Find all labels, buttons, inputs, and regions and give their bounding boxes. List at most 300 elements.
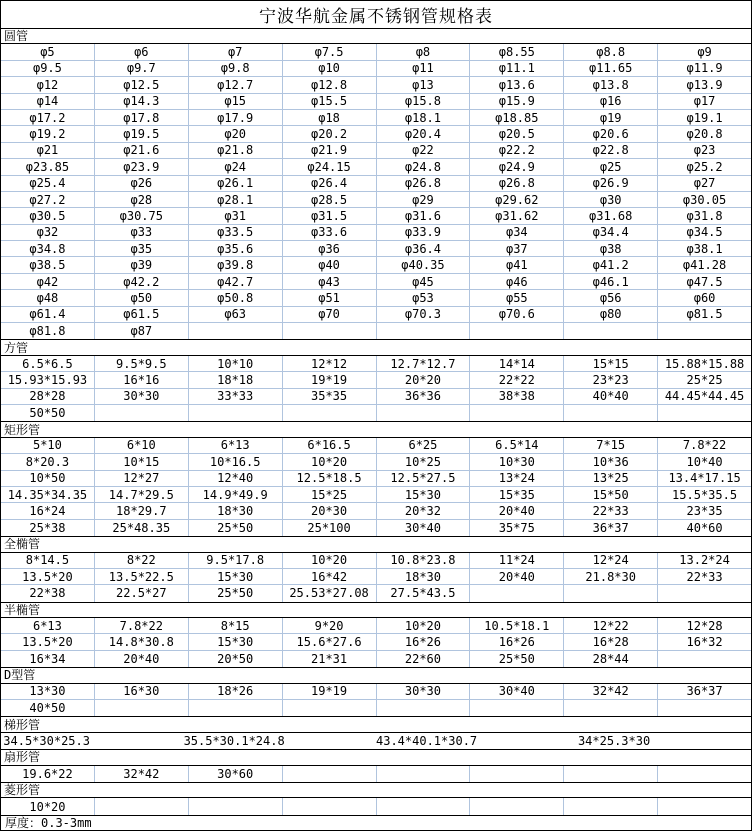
cell: φ63 [189, 307, 283, 323]
section-1 [1, 339, 751, 421]
cell: 34*25.3*30 [577, 733, 651, 748]
cell: 22*60 [377, 651, 471, 667]
cell: φ33.9 [377, 225, 471, 241]
cell: 33*33 [189, 389, 283, 405]
cell: φ32 [1, 225, 95, 241]
cell: φ29 [377, 192, 471, 208]
cell: φ10 [283, 61, 377, 77]
cell: 25*38 [1, 520, 95, 536]
cell: φ12.7 [189, 77, 283, 93]
cell: φ12.5 [95, 77, 189, 93]
cell: φ22 [377, 143, 471, 159]
cell: φ20.5 [470, 126, 564, 142]
cell: 16*30 [95, 684, 189, 700]
cell: φ23 [658, 143, 751, 159]
cell: 32*42 [564, 684, 658, 700]
cell: 9*20 [283, 618, 377, 634]
cell: φ31.68 [564, 208, 658, 224]
cell: φ35.6 [189, 241, 283, 257]
cell: φ45 [377, 274, 471, 290]
cell: 40*50 [1, 700, 95, 716]
cell: 7*15 [564, 438, 658, 454]
table-row [1, 438, 751, 454]
table-row [1, 159, 751, 175]
cell: φ40.35 [377, 257, 471, 273]
cell: φ31.6 [377, 208, 471, 224]
cell: 20*32 [377, 503, 471, 519]
cell: 13.4*17.15 [658, 471, 751, 487]
table-row [1, 192, 751, 208]
cell: φ18 [283, 110, 377, 126]
cell: 13*25 [564, 471, 658, 487]
section-2 [1, 421, 751, 536]
cell: φ30 [564, 192, 658, 208]
cell: 9.5*9.5 [95, 356, 189, 372]
cell: φ31.5 [283, 208, 377, 224]
cell: φ40 [283, 257, 377, 273]
table-row [1, 585, 751, 601]
cell: 36*37 [658, 684, 751, 700]
cell: φ61.4 [1, 307, 95, 323]
table-row [1, 618, 751, 634]
cell: 30*40 [470, 684, 564, 700]
cell: φ28.1 [189, 192, 283, 208]
cell: 13*24 [470, 471, 564, 487]
cell [658, 405, 751, 421]
cell: φ25 [564, 159, 658, 175]
section-6 [1, 716, 751, 749]
cell: φ41.28 [658, 257, 751, 273]
cell: φ23.9 [95, 159, 189, 175]
table-row [1, 323, 751, 339]
cell: φ55 [470, 290, 564, 306]
cell: 15.5*35.5 [658, 487, 751, 503]
cell: 35.5*30.1*24.8 [183, 733, 285, 748]
cell: 10.8*23.8 [377, 553, 471, 569]
cell: 6.5*14 [470, 438, 564, 454]
table-row [1, 569, 751, 585]
cell: 18*30 [189, 503, 283, 519]
cell: φ18.1 [377, 110, 471, 126]
section-header: 矩形管 [1, 421, 751, 437]
cell: φ81.8 [1, 323, 95, 339]
cell: 16*32 [658, 634, 751, 650]
cell [470, 700, 564, 716]
cell: 10*40 [658, 454, 751, 470]
cell: 8*14.5 [1, 553, 95, 569]
cell: φ42.2 [95, 274, 189, 290]
cell [283, 323, 377, 339]
cell: 12.7*12.7 [377, 356, 471, 372]
table-row [1, 503, 751, 519]
cell: 38*38 [470, 389, 564, 405]
cell: φ30.05 [658, 192, 751, 208]
cell: φ5 [1, 44, 95, 60]
cell: 23*35 [658, 503, 751, 519]
cell [564, 323, 658, 339]
cell: φ13.8 [564, 77, 658, 93]
cell: φ11.9 [658, 61, 751, 77]
cell: 13.2*24 [658, 553, 751, 569]
cell: 16*16 [95, 372, 189, 388]
cell: 18*29.7 [95, 503, 189, 519]
cell: φ19.5 [95, 126, 189, 142]
cell [470, 766, 564, 782]
cell: φ38.1 [658, 241, 751, 257]
cell: φ34 [470, 225, 564, 241]
table-row [1, 143, 751, 159]
cell: 11*24 [470, 553, 564, 569]
cell: 19*19 [283, 372, 377, 388]
cell: 13.5*20 [1, 634, 95, 650]
cell: φ7.5 [283, 44, 377, 60]
cell: φ24.15 [283, 159, 377, 175]
cell: φ17.8 [95, 110, 189, 126]
cell: φ12.8 [283, 77, 377, 93]
cell: 15*30 [189, 569, 283, 585]
cell: 10*50 [1, 471, 95, 487]
table-row [1, 553, 751, 569]
cell: 15*30 [189, 634, 283, 650]
cell: φ34.5 [658, 225, 751, 241]
cell [564, 700, 658, 716]
cell [470, 323, 564, 339]
cell [658, 700, 751, 716]
section-8 [1, 782, 751, 815]
table-row [1, 684, 751, 700]
cell: φ24.8 [377, 159, 471, 175]
cell: 10*20 [1, 798, 95, 814]
cell: φ38 [564, 241, 658, 257]
cell: φ26.1 [189, 176, 283, 192]
cell: 13.5*20 [1, 569, 95, 585]
cell: 6*13 [1, 618, 95, 634]
cell: φ19.2 [1, 126, 95, 142]
cell: φ26.4 [283, 176, 377, 192]
cell: φ42.7 [189, 274, 283, 290]
cell: φ33.5 [189, 225, 283, 241]
cell: 10.5*18.1 [470, 618, 564, 634]
cell: φ19.1 [658, 110, 751, 126]
cell: 10*10 [189, 356, 283, 372]
cell: φ7 [189, 44, 283, 60]
cell: 14*14 [470, 356, 564, 372]
cell: 16*42 [283, 569, 377, 585]
cell: 28*28 [1, 389, 95, 405]
table-row [1, 241, 751, 257]
cell [658, 323, 751, 339]
section-header: 梯形管 [1, 716, 751, 732]
cell: 18*18 [189, 372, 283, 388]
cell [658, 798, 751, 814]
table-row [1, 44, 751, 60]
cell: φ53 [377, 290, 471, 306]
cell: 18*26 [189, 684, 283, 700]
table-row [1, 454, 751, 470]
cell: 22*22 [470, 372, 564, 388]
section-3 [1, 536, 751, 602]
cell: φ26.8 [377, 176, 471, 192]
cell: φ56 [564, 290, 658, 306]
cell: 10*16.5 [189, 454, 283, 470]
table-row [1, 700, 751, 716]
cell: 25*50 [189, 520, 283, 536]
cell: φ70 [283, 307, 377, 323]
cell: φ18.85 [470, 110, 564, 126]
cell: 13*30 [1, 684, 95, 700]
cell: 5*10 [1, 438, 95, 454]
cell: φ41.2 [564, 257, 658, 273]
cell: 7.8*22 [95, 618, 189, 634]
cell: 21*31 [283, 651, 377, 667]
table-row [1, 61, 751, 77]
cell: 36*37 [564, 520, 658, 536]
cell: 10*20 [283, 454, 377, 470]
cell: φ26.9 [564, 176, 658, 192]
cell: φ46 [470, 274, 564, 290]
cell: 25*50 [189, 585, 283, 601]
cell: φ28 [95, 192, 189, 208]
cell: 6*16.5 [283, 438, 377, 454]
cell [285, 733, 376, 749]
cell: 40*40 [564, 389, 658, 405]
cell: 43.4*40.1*30.7 [376, 733, 478, 748]
cell: 35*75 [470, 520, 564, 536]
cell: φ48 [1, 290, 95, 306]
cell: 16*28 [564, 634, 658, 650]
cell: φ30.5 [1, 208, 95, 224]
cell: 20*40 [95, 651, 189, 667]
cell: φ8.55 [470, 44, 564, 60]
cell: 13.5*22.5 [95, 569, 189, 585]
cell: φ20 [189, 126, 283, 142]
cell: φ34.8 [1, 241, 95, 257]
table-row [1, 176, 751, 192]
cell: φ33.6 [283, 225, 377, 241]
cell: 10*20 [377, 618, 471, 634]
cell: 9.5*17.8 [189, 553, 283, 569]
cell: 18*30 [377, 569, 471, 585]
cell: 7.8*22 [658, 438, 751, 454]
cell [377, 700, 471, 716]
cell: 15*25 [283, 487, 377, 503]
cell: φ21.9 [283, 143, 377, 159]
cell [377, 766, 471, 782]
cell: φ26 [95, 176, 189, 192]
cell: φ8 [377, 44, 471, 60]
cell: 6.5*6.5 [1, 356, 95, 372]
cell: φ70.3 [377, 307, 471, 323]
cell: 10*36 [564, 454, 658, 470]
cell: 19*19 [283, 684, 377, 700]
cell: φ29.62 [470, 192, 564, 208]
cell [658, 585, 751, 601]
cell: φ42 [1, 274, 95, 290]
table-row [1, 110, 751, 126]
thickness-note: 厚度：0.3-3mm [1, 815, 751, 831]
cell: φ17 [658, 94, 751, 110]
cell: φ8.8 [564, 44, 658, 60]
cell: 12*40 [189, 471, 283, 487]
cell [564, 798, 658, 814]
cell: 25*48.35 [95, 520, 189, 536]
cell [92, 733, 183, 749]
cell: φ21 [1, 143, 95, 159]
cell: 14.9*49.9 [189, 487, 283, 503]
section-header: 菱形管 [1, 782, 751, 798]
cell: φ19 [564, 110, 658, 126]
table-row [1, 733, 751, 749]
cell [189, 700, 283, 716]
cell: 6*10 [95, 438, 189, 454]
table-row [1, 766, 751, 782]
cell: φ14 [1, 94, 95, 110]
cell: φ87 [95, 323, 189, 339]
cell: φ16 [564, 94, 658, 110]
cell [564, 585, 658, 601]
cell: φ13.6 [470, 77, 564, 93]
cell: φ24 [189, 159, 283, 175]
section-4 [1, 602, 751, 668]
cell: 8*22 [95, 553, 189, 569]
cell [658, 651, 751, 667]
cell: φ9.5 [1, 61, 95, 77]
cell: 12.5*27.5 [377, 471, 471, 487]
table-row [1, 208, 751, 224]
cell: φ36 [283, 241, 377, 257]
cell: φ34.4 [564, 225, 658, 241]
cell: φ31 [189, 208, 283, 224]
table-row [1, 651, 751, 667]
cell: 22.5*27 [95, 585, 189, 601]
cell: φ38.5 [1, 257, 95, 273]
cell: 50*50 [1, 405, 95, 421]
cell: φ15.9 [470, 94, 564, 110]
cell: φ20.6 [564, 126, 658, 142]
cell: φ37 [470, 241, 564, 257]
section-header: D型管 [1, 667, 751, 683]
cell [564, 766, 658, 782]
cell: 30*30 [377, 684, 471, 700]
cell [470, 585, 564, 601]
cell: φ43 [283, 274, 377, 290]
cell: φ17.2 [1, 110, 95, 126]
cell: 14.35*34.35 [1, 487, 95, 503]
cell: φ28.5 [283, 192, 377, 208]
cell [189, 405, 283, 421]
table-row [1, 290, 751, 306]
cell: φ15.8 [377, 94, 471, 110]
cell: φ12 [1, 77, 95, 93]
cell: φ20.4 [377, 126, 471, 142]
cell: 25*50 [470, 651, 564, 667]
cell [477, 733, 568, 749]
section-7 [1, 749, 751, 782]
table-row [1, 356, 751, 372]
cell [377, 323, 471, 339]
cell [283, 405, 377, 421]
cell: φ26.8 [470, 176, 564, 192]
cell: 15*30 [377, 487, 471, 503]
table-row [1, 126, 751, 142]
table-row [1, 405, 751, 421]
cell [189, 323, 283, 339]
cell [377, 798, 471, 814]
cell [189, 798, 283, 814]
cell: 15*15 [564, 356, 658, 372]
cell: φ21.6 [95, 143, 189, 159]
cell: φ70.6 [470, 307, 564, 323]
cell: 16*24 [1, 503, 95, 519]
cell: 30*30 [95, 389, 189, 405]
cell: φ13 [377, 77, 471, 93]
cell: 22*33 [658, 569, 751, 585]
cell: φ14.3 [95, 94, 189, 110]
cell: 6*25 [377, 438, 471, 454]
cell: 12.5*18.5 [283, 471, 377, 487]
cell: φ22.8 [564, 143, 658, 159]
cell: 15*35 [470, 487, 564, 503]
cell: φ9 [658, 44, 751, 60]
cell: φ39.8 [189, 257, 283, 273]
cell: φ46.1 [564, 274, 658, 290]
cell: 14.7*29.5 [95, 487, 189, 503]
table-row [1, 307, 751, 323]
table-row [1, 487, 751, 503]
cell: 30*60 [189, 766, 283, 782]
cell: φ39 [95, 257, 189, 273]
cell: φ9.7 [95, 61, 189, 77]
cell: 35*35 [283, 389, 377, 405]
cell: 34.5*30*25.3 [3, 733, 90, 748]
cell: φ22.2 [470, 143, 564, 159]
cell: 12*12 [283, 356, 377, 372]
section-0 [1, 28, 751, 339]
sections [1, 28, 751, 815]
cell: φ9.8 [189, 61, 283, 77]
cell: 8*15 [189, 618, 283, 634]
cell: φ20.8 [658, 126, 751, 142]
cell: φ15 [189, 94, 283, 110]
cell [660, 733, 751, 749]
cell: φ50.8 [189, 290, 283, 306]
table-row [1, 257, 751, 273]
cell: 14.8*30.8 [95, 634, 189, 650]
cell: 15.88*15.88 [658, 356, 751, 372]
cell: 20*40 [470, 503, 564, 519]
cell [377, 405, 471, 421]
cell: 10*20 [283, 553, 377, 569]
cell: φ47.5 [658, 274, 751, 290]
cell [95, 798, 189, 814]
cell: φ11 [377, 61, 471, 77]
table-row [1, 389, 751, 405]
cell: 22*33 [564, 503, 658, 519]
cell [470, 405, 564, 421]
cell: φ17.9 [189, 110, 283, 126]
cell: 10*30 [470, 454, 564, 470]
section-header: 方管 [1, 339, 751, 355]
section-header: 全椭管 [1, 536, 751, 552]
cell: 15.93*15.93 [1, 372, 95, 388]
page-title: 宁波华航金属不锈钢管规格表 [259, 7, 493, 27]
section-5 [1, 667, 751, 716]
cell: φ81.5 [658, 307, 751, 323]
cell: 30*40 [377, 520, 471, 536]
cell: 23*23 [564, 372, 658, 388]
cell: 6*13 [189, 438, 283, 454]
cell: φ15.5 [283, 94, 377, 110]
